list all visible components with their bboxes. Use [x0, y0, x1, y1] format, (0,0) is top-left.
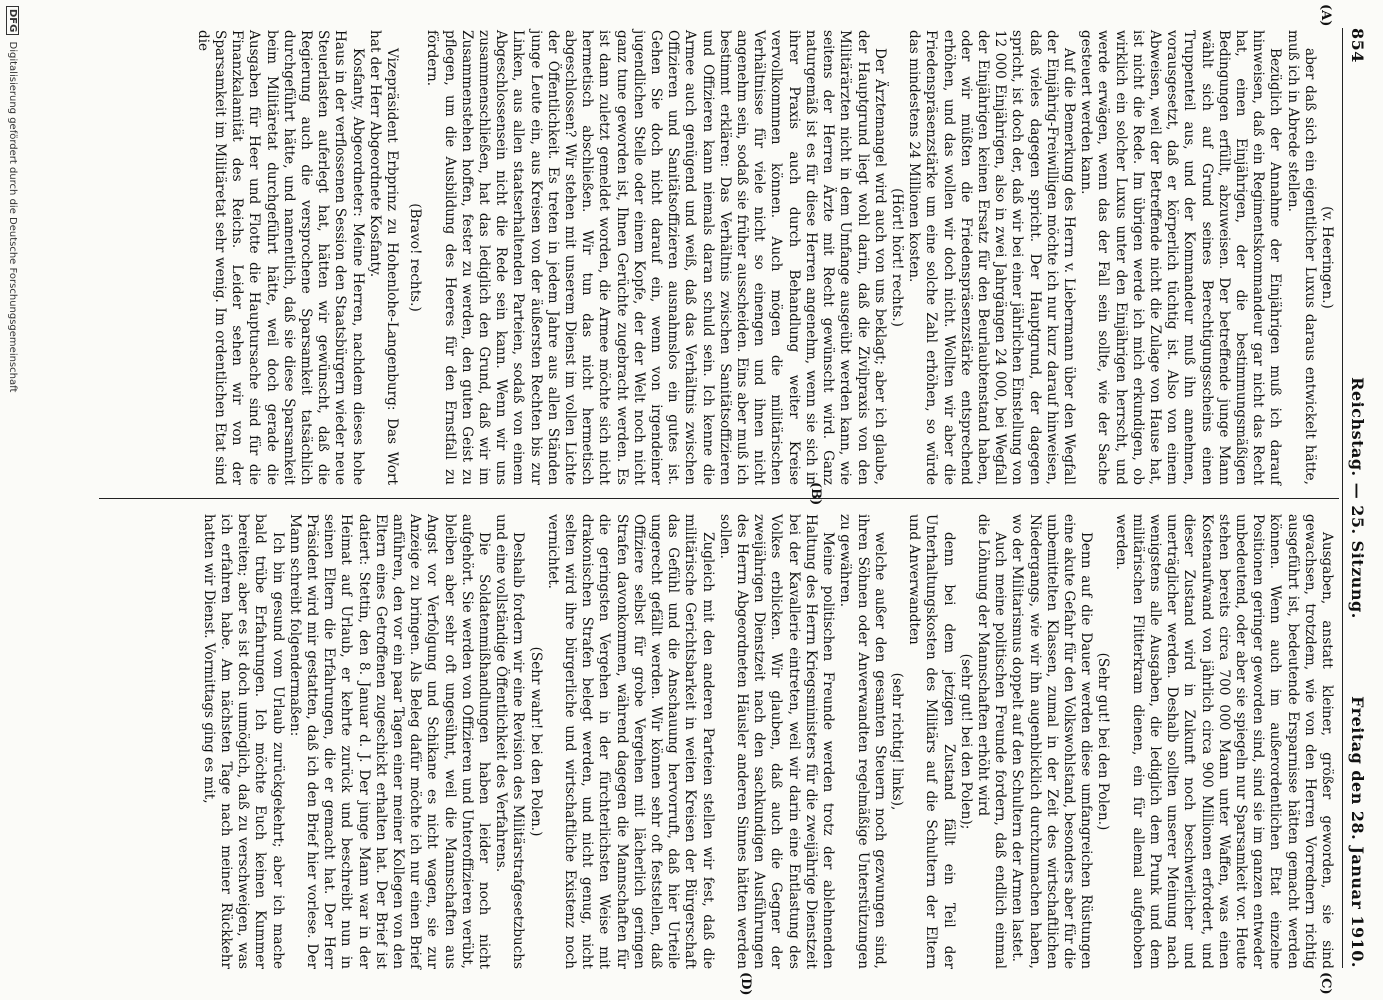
footer-credit: Digitalisierung gefördert durch die Deutsche Forschungsgemeinschaft	[7, 41, 18, 393]
column-separator	[99, 498, 1339, 499]
interjection: (sehr richtig! links),	[888, 672, 905, 811]
paragraph: Der Ärztemangel wird auch von uns beklagt; aber ich glaube, der Hauptgrund liegt wohl darin, daß die Zivilpraxis von den Militärärzten nicht in dem Umfange ausgeübt werden kann, wie seitens der Herren Ärzte mit Recht gewünscht wird. Ganz naturgemäß ist es für diese Herren angenehm, wenn sie sich in ihrer Praxis auch durch Behandlung weiter Kreise vervollkommnen können. Auch mögen die militärischen Verhältnisse für viele nicht so einengen und ihnen nicht angenehm sein, sodaß sie früher ausscheiden. Eins aber muß ich bestimmt erklären: Das Verhältnis zwischen Sanitätsoffizieren und Offizieren kann niemals daran schuld sein. Ich kenne die Armee auch genügend und weiß, daß das Verhältnis zwischen Offizieren und Sanitätsoffizieren ausnahmslos ein gutes ist. Gehen Sie doch nicht darauf ein, wenn von irgendeiner jugendlichen Stelle oder einem Kopfe, der der Welt noch nicht ganz tune geworden ist, Ihnen Gerüchte zugebracht werden. Es ist dann zuletzt gemeldet worden, die Armee möchte sich nicht hermetisch abschließen. Wir tun das nicht hermetisch abgeschlossen? Wir stehen mit unserem Dienst im vollen Lichte der Öffentlichkeit. Es treten in jedem Jahre aus allen Ständen junge Leute ein, aus Kreisen von der äußersten Rechten bis zur Linken, aus allen staatserhaltenden Parteien, sodaß von einem Abgeschlossensein nicht die Rede sein kann. Wenn wir uns zusammenschließen, hat das lediglich den Grund, daß wir im Zusammenstehen hoffen, fester zu werden, den guten Geist zu pflegen, um die Ausbildung des Heeres für den Ernstfall zu fördern.	[424, 30, 888, 485]
paragraph: aber daß sich ein eigentlicher Luxus daraus entwickelt hätte, muß ich in Abrede stellen.	[1284, 30, 1318, 485]
paragraph: Deshalb fordern wir eine Revision des Militärstrafgesetzbuchs und eine vollständige Öffentlichkeit des Verfahrens.	[493, 514, 527, 969]
paragraph: denn bei dem jetzigen Zustand fällt ein Teil der Unterhaltungskosten des Militärs auf die Schultern der Eltern und Anverwandten	[906, 514, 957, 969]
paragraph: Ich bin gesund vom Urlaub zurückgekehrt; aber ich mache bald trübe Erfahrungen. Ich möchte Euch keinen Kummer bereiten; aber es ist doch unmöglich, daß zu verschweigen, was ich erfahren habe. Am nächsten Tage nach meiner Rückkehr hatten wir Dienst. Vormittags ging es mit,	[200, 514, 286, 969]
paragraph: welche außer den gesamten Steuern noch gezwungen sind, ihren Söhnen oder Anverwandten regelmäßige Unterstützungen zu gewähren.	[837, 514, 888, 969]
interjection: (Sehr wahr! bei den Polen.)	[527, 646, 544, 837]
page-header	[1345, 28, 1367, 968]
margin-mark-c: (C)	[1318, 972, 1333, 995]
interjection: (Sehr gut! bei den Polen.)	[1095, 652, 1112, 831]
page-number: 854	[1348, 28, 1367, 63]
page-footer	[6, 0, 19, 1006]
paragraph: Bezüglich der Annahme der Einjährigen muß ich darauf hinweisen, daß ein Regimentskommandeur gar nicht das Recht hat, einen Einjährigen, der die bestimmungsmäßigen Bedingungen erfüllt, abzuweisen. Der betreffende junge Mann wählt sich auf Grund seines Berechtigungsscheins einen Truppenteil aus, und der Kommandeur muß ihn annehmen, vorausgesetzt, daß er körperlich tüchtig ist. Also von einem Abweisen, weil der Betreffende nicht die Zulage von Hause hat, ist nicht die Rede. Im übrigen werde ich mich erkundigen, ob wirklich ein solcher Luxus unter den Einjährigen herrscht, und werde erwägen, wenn das der Fall sein sollte, wie der Sache gesteuert werden kann.	[1078, 30, 1284, 485]
paragraph: Denn auf die Dauer werden diese umfangreichen Rüstungen eine akute Gefahr für den Volkswohlstand, besonders aber für die unbemittelten Klassen, zumal in der Zeit des wirtschaftlichen Niedergangs, wie wir ihn augenblicklich durchzumachen haben, wo der Militarismus doppelt auf den Schultern der Armen lastet.	[1009, 514, 1095, 969]
page-title: Reichstag. — 25. Sitzung.	[1348, 377, 1367, 619]
left-text-column	[194, 30, 1335, 485]
paragraph: Meine politischen Freunde werden trotz der ablehnenden Haltung des Herrn Kriegsministers für die zweijährige Dienstzeit bei der Kavallerie eintreten, weil wir darin eine Entlastung des Volkes erblicken. Wir glauben, daß auch die Gegner der zweijährigen Dienstzeit nach den sachkundigen Ausführungen des Herrn Abgeordneten Häusler anderen Sinnes hätten werden sollen.	[716, 514, 837, 969]
paragraph: Zugleich mit den anderen Parteien stellen wir fest, daß die militärische Gerichtsbarkeit in weiten Kreisen der Bürgerschaft das Gefühl und die Anschauung hervorruft, daß hier Urteile ungerecht gefällt werden. Wir können sehr oft feststellen, daß Offiziere selbst für grobe Vergehen mit lächerlich geringen Strafen davonkommen, während dagegen die Mannschaften für die geringsten Vergehen in der fürchterlichsten Weise mit drakonischen Strafen belegt werden, und nicht genug, nicht selten wird ihre bürgerliche und wirtschaftliche Existenz noch vernichtet.	[544, 514, 716, 969]
interjection: (sehr gut! bei den Polen);	[957, 653, 974, 830]
margin-mark-b: (B)	[808, 482, 823, 506]
paragraph: Kosfanty, Abgeordneter: Meine Herren, nachdem dieses hohe Haus in der verflossenen Session den Staatsbürgern wieder neue Steuerlasten auferlegt hat, hätten wir gewünscht, daß die Regierung auch die versprochene Sparsamkeit tatsächlich durchgeführt hätte, und namentlich, daß sie diese Sparsamkeit beim Militäretat durchgeführt hätte, weil doch gerade die Ausgaben für Heer und Flotte die Hauptursache sind für die Finanzkalamität des Reichs. Leider sehen wir von der Sparsamkeit im Militäretat sehr wenig. Im ordentlichen Etat sind die	[194, 30, 366, 485]
paragraph: Ausgaben, anstatt kleiner, größer geworden, sie sind gewachsen, trotzdem, wie von den Herren Vorrednern richtig ausgeführt ist, bedeutende Ersparnisse hätten gemacht werden können. Wenn auch im außerordentlichen Etat einzelne Positionen geringer geworden sind, sind sie im ganzen entweder unbedeutend, oder aber sie spiegeln nur Sparsamkeit vor. Heute stehen bereits circa 700 000 Mann unter Waffen, was einen Kostenaufwand von jährlich circa 900 Millionen erfordert, und dieser Zustand wird in Zukunft noch beschwerlicher und unerträglicher werden. Deshalb sollten unserer Meinung nach wenigstens alle Ausgaben, die lediglich dem Prunk und dem militärischen Flitterkram dienen, ein für allemal aufgehoben werden.	[1112, 514, 1335, 969]
interjection: (Bravo! rechts.)	[407, 203, 424, 312]
paragraph: Vizepräsident Erbprinz zu Hohenlohe-Langenburg: Das Wort hat der Herr Abgeordnete Kosfanty.	[366, 30, 401, 485]
paragraph: Auch meine politischen Freunde fordern, daß endlich einmal die Löhnung der Mannschaften erhöht wird	[974, 514, 1009, 969]
margin-mark-a: (A)	[1318, 4, 1333, 27]
interjection: (Hört! hört! rechts.)	[888, 188, 905, 327]
interjection: (v. Heeringen.)	[1319, 206, 1335, 309]
dfg-logo: DFG	[6, 6, 19, 35]
header-rule	[1342, 28, 1343, 968]
paragraph: Die Soldatenmißhandlungen haben leider noch nicht aufgehört. Sie werden von Offizieren und Unteroffizieren verübt, bleiben aber sehr oft ungesühnt, weil die Mannschaften aus Angst vor Verfolgung und Schikane es nicht wagen, sie zur Anzeige zu bringen. Als Beleg dafür möchte ich nur einen Brief anführen, den vor ein paar Tagen einer meiner Kollegen von den Eltern eines Getroffenen zugeschickt erhalten hat. Der Brief ist datiert: Stettin, den 8. Januar d. J. Der junge Mann war in der Heimat auf Urlaub, er kehrte zurück und beschreibt nun in seinen Eltern die Erfahrungen, die er gemacht hat. Der Herr Präsident wird mir gestatten, daß ich den Brief hier vorlese. Der Mann schreibt folgendermaßen:	[286, 514, 493, 969]
margin-mark-d: (D)	[738, 972, 753, 996]
right-text-column	[200, 514, 1335, 969]
session-date: Freitag den 28. Januar 1910.	[1348, 696, 1367, 968]
paragraph: Auf die Bemerkung des Herrn v. Liebermann über den Wegfall der Einjährig-Freiwilligen möchte ich nur kurz darauf hinweisen, daß vieles dagegen spricht. Der Hauptgrund, der dagegen spricht, ist doch der, daß wir bei einer jährlichen Einstellung von 12 000 Einjährigen, also in zwei Jahrgängen 24 000, bei Wegfall der Einjährigen keinen Ersatz für den Beurlaubtenstand haben, oder wir müßten die Friedenspräsenzstärke entsprechend erhöhen, und das wollen wir doch nicht. Wollten wir aber die Friedenspräsenzstärke um eine solche Zahl erhöhen, so würde das mindestens 24 Millionen kosten.	[906, 30, 1077, 485]
